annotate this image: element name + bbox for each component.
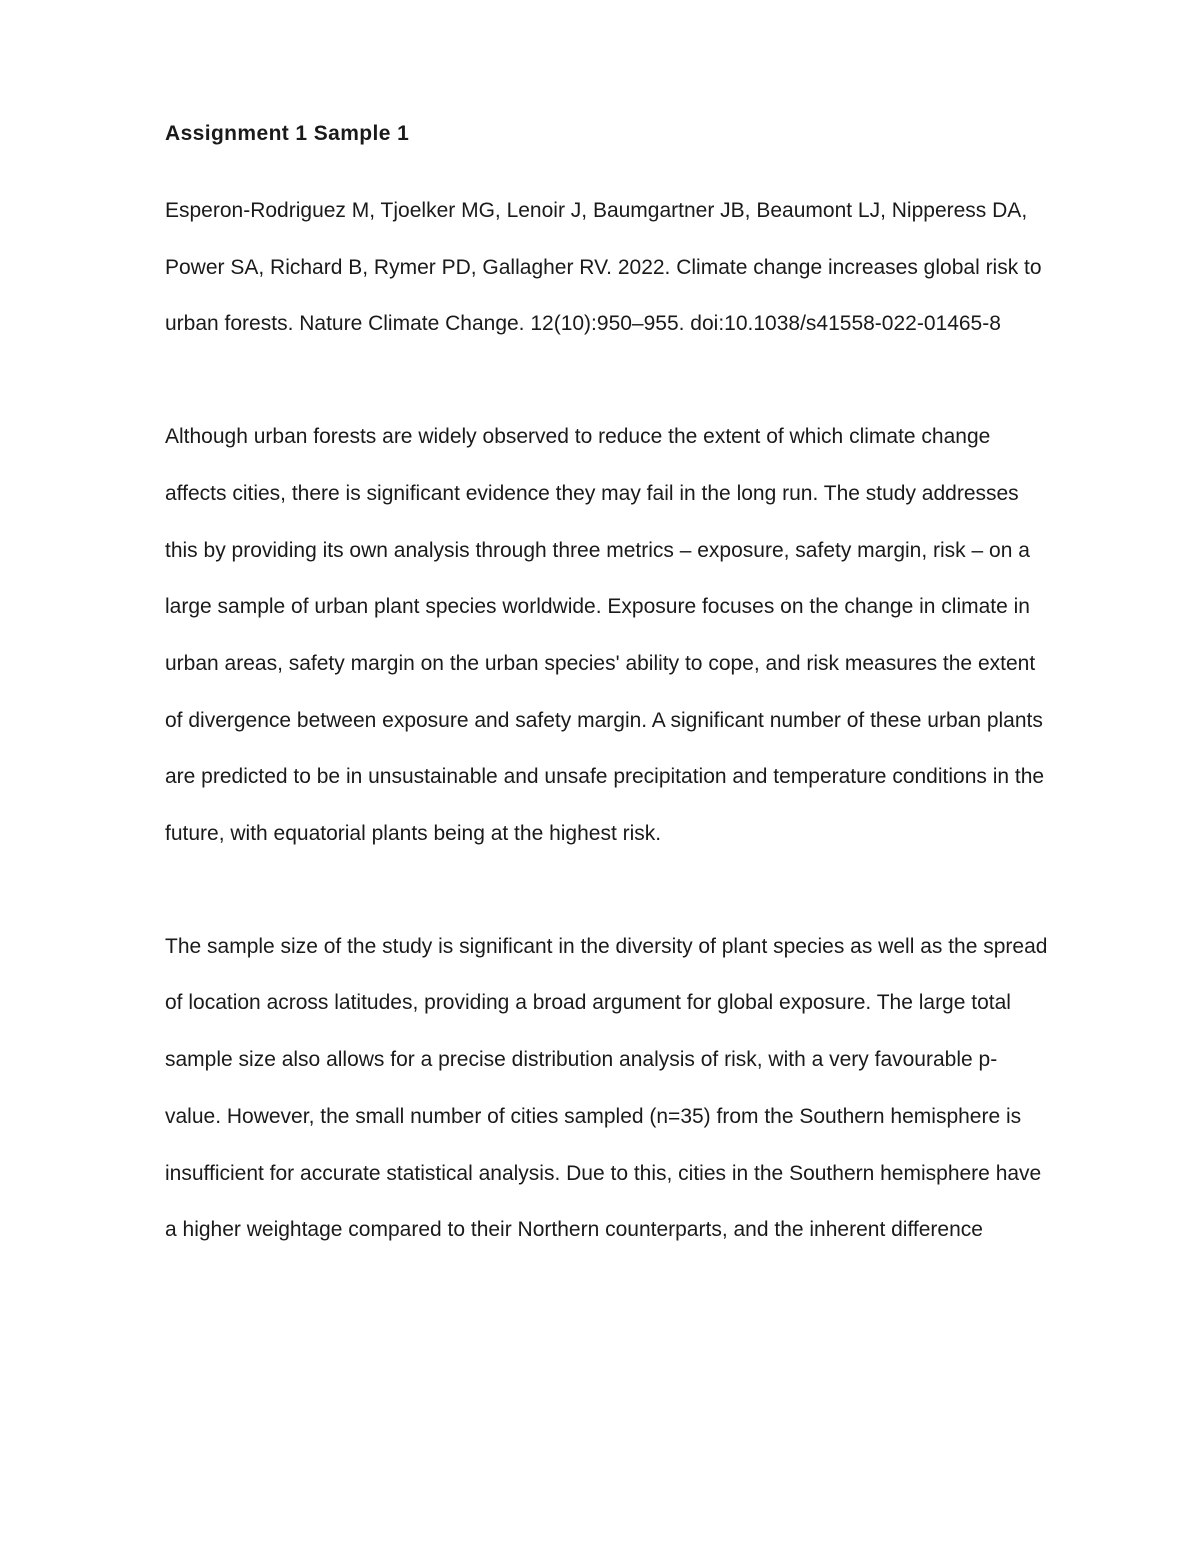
document-body	[165, 114, 1050, 1259]
document-title: Assignment 1 Sample 1	[165, 122, 410, 145]
paragraph-evaluation: The sample size of the study is significant in the diversity of plant species as well as the spread of location across latitudes, providing a broad argument for global exposure. The large total sample size also allows for a precise distribution analysis of risk, with a very favourable p-value. However, the small number of cities sampled (n=35) from the Southern hemisphere is insufficient for accurate statistical analysis. Due to this, cities in the Southern hemisphere have a higher weightage compared to their Northern counterparts, and the inherent difference	[165, 934, 1048, 1242]
paragraph-summary: Although urban forests are widely observed to reduce the extent of which climate change affects cities, there is significant evidence they may fail in the long run. The study addresses this by providing its own analysis through three metrics – exposure, safety margin, risk – on a large sample of urban plant species worldwide. Exposure focuses on the change in climate in urban areas, safety margin on the urban species' ability to cope, and risk measures the extent of divergence between exposure and safety margin. A significant number of these urban plants are predicted to be in unsustainable and unsafe precipitation and temperature conditions in the future, with equatorial plants being at the highest risk.	[165, 425, 1045, 846]
reference-citation: Esperon-Rodriguez M, Tjoelker MG, Lenoir J, Baumgartner JB, Beaumont LJ, Nipperess DA, Power SA, Richard B, Rymer PD, Gallagher RV. 2022. Climate change increases global risk to urban forests. Nature Climate Change. 12(10):950–955. doi:10.1038/s41558-022-01465-8	[165, 199, 1042, 336]
